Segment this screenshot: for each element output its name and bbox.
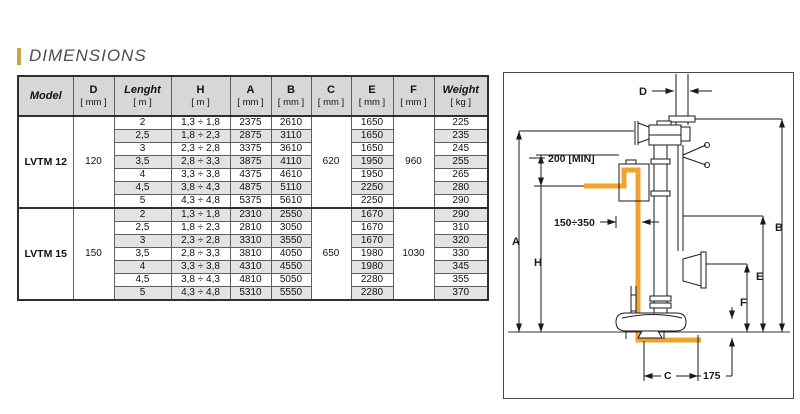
h-cell: 3,8 ÷ 4,3 bbox=[171, 182, 230, 195]
dim-label-offset: 175 bbox=[703, 370, 721, 382]
weight-cell: 330 bbox=[434, 248, 488, 261]
length-cell: 3,5 bbox=[114, 248, 171, 261]
dim-label-e: E bbox=[756, 271, 764, 283]
weight-cell: 290 bbox=[434, 195, 488, 209]
column-header: F [ mm ] bbox=[393, 76, 434, 116]
a-cell: 5375 bbox=[230, 195, 271, 209]
b-cell: 3550 bbox=[271, 235, 311, 248]
dim-label-a: A bbox=[512, 236, 520, 248]
dimensions-table bbox=[17, 75, 489, 301]
header-row bbox=[18, 76, 488, 116]
b-cell: 3050 bbox=[271, 222, 311, 235]
b-cell: 2610 bbox=[271, 116, 311, 130]
b-cell: 4550 bbox=[271, 261, 311, 274]
b-cell: 5610 bbox=[271, 195, 311, 209]
h-cell: 2,8 ÷ 3,3 bbox=[171, 156, 230, 169]
a-cell: 5310 bbox=[230, 287, 271, 301]
column-header: A [ mm ] bbox=[230, 76, 271, 116]
b-cell: 3110 bbox=[271, 130, 311, 143]
table-row bbox=[18, 208, 488, 222]
a-cell: 4375 bbox=[230, 169, 271, 182]
d-cell: 120 bbox=[73, 116, 114, 208]
table-row bbox=[18, 116, 488, 130]
a-cell: 4875 bbox=[230, 182, 271, 195]
b-cell: 4050 bbox=[271, 248, 311, 261]
e-cell: 2250 bbox=[351, 195, 393, 209]
dim-label-wall-range: 150÷350 bbox=[554, 217, 595, 229]
b-cell: 5110 bbox=[271, 182, 311, 195]
h-cell: 4,3 ÷ 4,8 bbox=[171, 287, 230, 301]
page-title: DIMENSIONS bbox=[29, 46, 147, 65]
e-cell: 2280 bbox=[351, 274, 393, 287]
weight-cell: 265 bbox=[434, 169, 488, 182]
e-cell: 1950 bbox=[351, 169, 393, 182]
dim-label-min-level: 200 [MIN] bbox=[548, 153, 595, 165]
length-cell: 3 bbox=[114, 235, 171, 248]
length-cell: 2,5 bbox=[114, 222, 171, 235]
h-cell: 2,3 ÷ 2,8 bbox=[171, 143, 230, 156]
h-cell: 1,3 ÷ 1,8 bbox=[171, 208, 230, 222]
e-cell: 1670 bbox=[351, 208, 393, 222]
title-accent-bar bbox=[17, 48, 21, 65]
column-header: H [ m ] bbox=[171, 76, 230, 116]
weight-cell: 255 bbox=[434, 156, 488, 169]
b-cell: 3610 bbox=[271, 143, 311, 156]
weight-cell: 280 bbox=[434, 182, 488, 195]
e-cell: 2280 bbox=[351, 287, 393, 301]
column-header: D [ mm ] bbox=[73, 76, 114, 116]
weight-cell: 290 bbox=[434, 208, 488, 222]
f-cell: 960 bbox=[393, 116, 434, 208]
b-cell: 4110 bbox=[271, 156, 311, 169]
pump-drawing bbox=[504, 73, 793, 398]
length-cell: 4,5 bbox=[114, 274, 171, 287]
a-cell: 2810 bbox=[230, 222, 271, 235]
column-header: Weight [ kg ] bbox=[434, 76, 488, 116]
e-cell: 1980 bbox=[351, 248, 393, 261]
table-body bbox=[18, 116, 488, 300]
weight-cell: 345 bbox=[434, 261, 488, 274]
c-cell: 620 bbox=[311, 116, 351, 208]
dim-label-d: D bbox=[639, 86, 647, 98]
weight-cell: 355 bbox=[434, 274, 488, 287]
dim-label-h: H bbox=[534, 257, 542, 269]
h-cell: 2,8 ÷ 3,3 bbox=[171, 248, 230, 261]
length-cell: 5 bbox=[114, 195, 171, 209]
installation-diagram bbox=[503, 72, 794, 399]
section-title bbox=[17, 46, 147, 66]
length-cell: 2 bbox=[114, 208, 171, 222]
e-cell: 1650 bbox=[351, 130, 393, 143]
h-cell: 3,8 ÷ 4,3 bbox=[171, 274, 230, 287]
h-cell: 1,8 ÷ 2,3 bbox=[171, 222, 230, 235]
column-header: Lenght [ m ] bbox=[114, 76, 171, 116]
length-cell: 4 bbox=[114, 169, 171, 182]
c-cell: 650 bbox=[311, 208, 351, 300]
a-cell: 3375 bbox=[230, 143, 271, 156]
e-cell: 1950 bbox=[351, 156, 393, 169]
a-cell: 4810 bbox=[230, 274, 271, 287]
h-cell: 1,3 ÷ 1,8 bbox=[171, 116, 230, 130]
b-cell: 4610 bbox=[271, 169, 311, 182]
length-cell: 3 bbox=[114, 143, 171, 156]
a-cell: 3310 bbox=[230, 235, 271, 248]
h-cell: 3,3 ÷ 3,8 bbox=[171, 169, 230, 182]
pump-body bbox=[616, 74, 710, 339]
length-cell: 2,5 bbox=[114, 130, 171, 143]
h-cell: 3,3 ÷ 3,8 bbox=[171, 261, 230, 274]
h-cell: 2,3 ÷ 2,8 bbox=[171, 235, 230, 248]
a-cell: 3810 bbox=[230, 248, 271, 261]
e-cell: 1650 bbox=[351, 143, 393, 156]
length-cell: 5 bbox=[114, 287, 171, 301]
b-cell: 5550 bbox=[271, 287, 311, 301]
dim-label-f: F bbox=[740, 297, 747, 309]
a-cell: 2310 bbox=[230, 208, 271, 222]
weight-cell: 225 bbox=[434, 116, 488, 130]
weight-cell: 235 bbox=[434, 130, 488, 143]
column-header: E [ mm ] bbox=[351, 76, 393, 116]
weight-cell: 310 bbox=[434, 222, 488, 235]
a-cell: 3875 bbox=[230, 156, 271, 169]
model-cell: LVTM 12 bbox=[18, 116, 73, 208]
column-header: B [ mm ] bbox=[271, 76, 311, 116]
b-cell: 5050 bbox=[271, 274, 311, 287]
length-cell: 4 bbox=[114, 261, 171, 274]
weight-cell: 370 bbox=[434, 287, 488, 301]
e-cell: 1670 bbox=[351, 222, 393, 235]
dim-label-b: B bbox=[775, 222, 783, 234]
e-cell: 1980 bbox=[351, 261, 393, 274]
h-cell: 4,3 ÷ 4,8 bbox=[171, 195, 230, 209]
column-header: C [ mm ] bbox=[311, 76, 351, 116]
f-cell: 1030 bbox=[393, 208, 434, 300]
dim-label-c: C bbox=[664, 370, 672, 382]
table-header bbox=[18, 76, 488, 116]
a-cell: 4310 bbox=[230, 261, 271, 274]
length-cell: 2 bbox=[114, 116, 171, 130]
length-cell: 3,5 bbox=[114, 156, 171, 169]
weight-cell: 245 bbox=[434, 143, 488, 156]
b-cell: 2550 bbox=[271, 208, 311, 222]
e-cell: 2250 bbox=[351, 182, 393, 195]
column-header: Model bbox=[18, 76, 73, 116]
weight-cell: 320 bbox=[434, 235, 488, 248]
e-cell: 1650 bbox=[351, 116, 393, 130]
length-cell: 4,5 bbox=[114, 182, 171, 195]
h-cell: 1,8 ÷ 2,3 bbox=[171, 130, 230, 143]
a-cell: 2875 bbox=[230, 130, 271, 143]
model-cell: LVTM 15 bbox=[18, 208, 73, 300]
d-cell: 150 bbox=[73, 208, 114, 300]
e-cell: 1670 bbox=[351, 235, 393, 248]
a-cell: 2375 bbox=[230, 116, 271, 130]
